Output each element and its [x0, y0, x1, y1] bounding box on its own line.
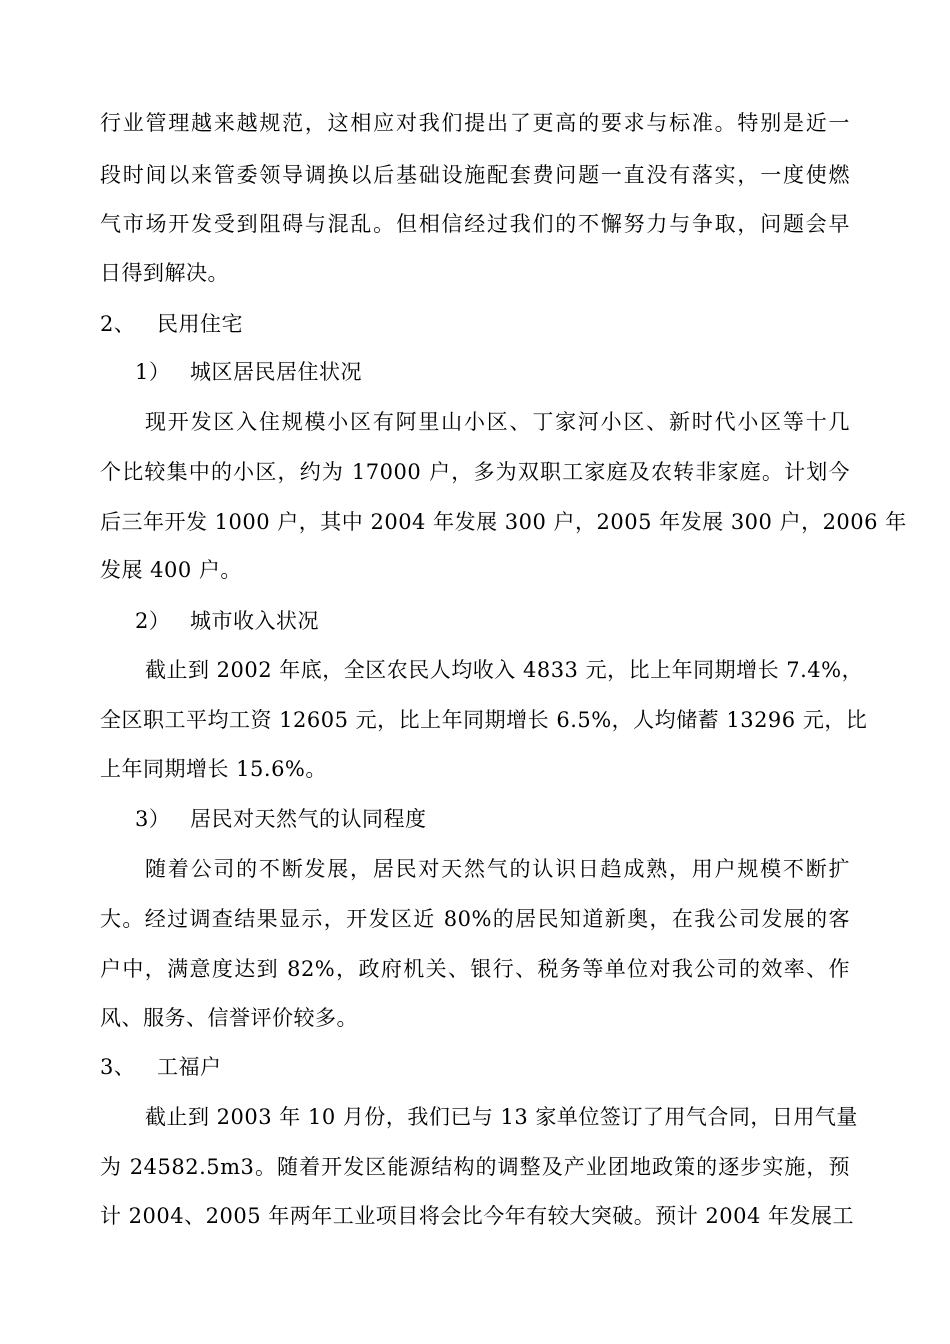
paragraph-line: 随着公司的不断发展，居民对天然气的认识日趋成熟，用户规模不断扩 — [145, 857, 850, 881]
subsection-heading — [135, 804, 850, 834]
paragraph-line: 大。经过调查结果显示，开发区近 80%的居民知道新奥，在我公司发展的客 — [100, 907, 850, 931]
section-number: 2、 — [100, 312, 136, 336]
paragraph-line: 上年同期增长 15.6%。 — [100, 757, 327, 781]
subsection-title: 城区居民居住状况 — [190, 360, 362, 384]
section-heading — [100, 309, 850, 339]
paragraph-line: 后三年开发 1000 户，其中 2004 年发展 300 户，2005 年发展 300 户，2006 年 — [100, 510, 907, 534]
subsection-title: 城市收入状况 — [190, 609, 319, 633]
section-title: 工福户 — [157, 1055, 222, 1079]
paragraph-line: 现开发区入住规模小区有阿里山小区、丁家河小区、新时代小区等十几 — [145, 410, 850, 434]
section-title: 民用住宅 — [157, 312, 243, 336]
paragraph-line: 截止到 2003 年 10 月份，我们已与 13 家单位签订了用气合同，日用气量 — [145, 1105, 858, 1129]
paragraph-line: 全区职工平均工资 12605 元，比上年同期增长 6.5%，人均储蓄 13296 元，比 — [100, 708, 868, 732]
section-heading — [100, 1052, 850, 1082]
paragraph-line: 行业管理越来越规范，这相应对我们提出了更高的要求与标准。特别是近一 — [100, 111, 850, 135]
subsection-number: 1） — [135, 360, 171, 384]
subsection-number: 2） — [135, 609, 171, 633]
paragraph-line: 为 24582.5m3。随着开发区能源结构的调整及产业团地政策的逐步实施，预 — [100, 1155, 850, 1179]
paragraph-line: 个比较集中的小区，约为 17000 户，多为双职工家庭及农转非家庭。计划今 — [100, 460, 850, 484]
paragraph-line: 日得到解决。 — [100, 261, 229, 285]
paragraph-line: 段时间以来管委领导调换以后基础设施配套费问题一直没有落实，一度使燃 — [100, 163, 850, 187]
paragraph-line: 气市场开发受到阻碍与混乱。但相信经过我们的不懈努力与争取，问题会早 — [100, 212, 850, 236]
paragraph-line: 发展 400 户。 — [100, 558, 242, 582]
paragraph-line: 截止到 2002 年底，全区农民人均收入 4833 元，比上年同期增长 7.4%， — [145, 658, 864, 682]
subsection-heading — [135, 606, 850, 636]
section-number: 3、 — [100, 1055, 136, 1079]
paragraph-line: 计 2004、2005 年两年工业项目将会比今年有较大突破。预计 2004 年发展工 — [100, 1204, 855, 1228]
subsection-heading — [135, 357, 850, 387]
subsection-title: 居民对天然气的认同程度 — [190, 807, 427, 831]
subsection-number: 3） — [135, 807, 171, 831]
paragraph-line: 户中，满意度达到 82%，政府机关、银行、税务等单位对我公司的效率、作 — [100, 957, 850, 981]
paragraph-line: 风、服务、信誉评价较多。 — [100, 1006, 358, 1030]
